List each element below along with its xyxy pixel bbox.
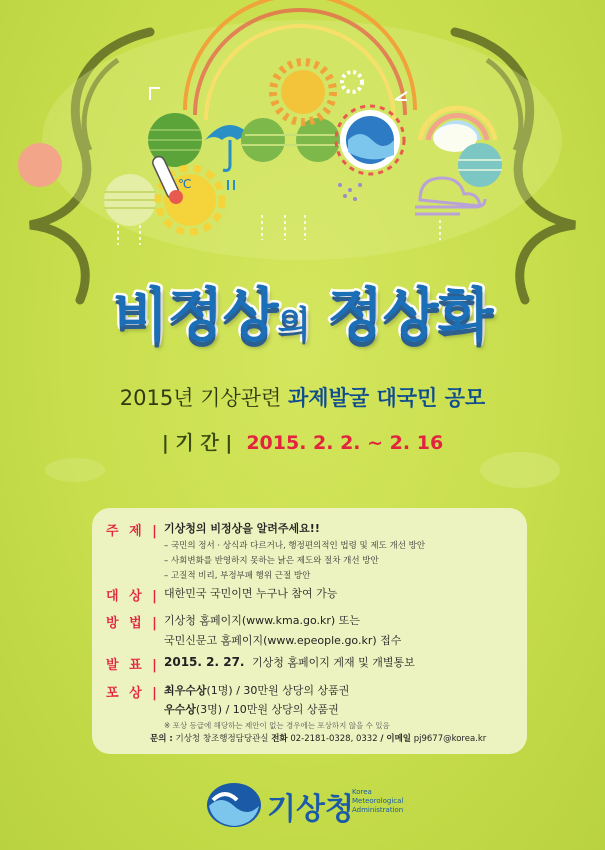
theme-bullet: – 고질적 비리, 부정부패 행위 근절 방안: [164, 571, 311, 581]
announce-label: 발 표 |: [106, 658, 160, 673]
logo-name: 기상청: [267, 792, 354, 827]
striped-circle-left: [104, 174, 156, 226]
theme-headline: 기상청의 비정상을 알려주세요!!: [164, 522, 320, 535]
prize-second-name: 우수상: [164, 703, 196, 716]
contact-phone: 02-2181-0328, 0332: [290, 734, 378, 744]
subtitle-plain: 2015년 기상관련: [119, 386, 289, 410]
target-text: 대한민국 국민이면 누구나 참여 가능: [164, 587, 338, 600]
title-connector: 의: [277, 304, 310, 344]
logo-english-name: [352, 788, 403, 815]
announce-date: 2015. 2. 27.: [164, 655, 245, 669]
method-line2: 국민신문고 홈페이지(www.epeople.go.kr) 접수: [164, 634, 402, 647]
prize-note: ※ 포상 등급에 해당하는 제안이 없는 경우에는 포상하지 않을 수 있음: [164, 721, 390, 730]
contact-line: [150, 732, 486, 744]
kma-logo-icon: [205, 780, 263, 830]
theme-label: 주 제 |: [106, 524, 160, 539]
main-title: [0, 268, 605, 364]
pink-circle-decoration: [18, 143, 62, 187]
period-label: | 기 간 |: [161, 432, 233, 454]
prize-first-name: 최우수상: [164, 684, 207, 697]
theme-bullet: – 사회변화를 반영하지 못하는 낡은 제도와 절차 개선 방안: [164, 556, 379, 566]
contact-label: 문의 :: [150, 734, 173, 744]
celsius-label: ℃: [178, 177, 192, 191]
contact-email: pj9677@korea.kr: [413, 734, 487, 744]
theme-bullet: – 국민의 정서 · 상식과 다르거나, 행정편의적인 법령 및 제도 개선 방안: [164, 541, 426, 551]
method-line1: 기상청 홈페이지(www.kma.go.kr) 또는: [164, 614, 360, 627]
target-label: 대 상 |: [106, 589, 160, 604]
contact-email-label: / 이메일: [380, 734, 412, 744]
kma-logo: [205, 780, 415, 830]
subtitle-highlight: 과제발굴 대국민 공모: [288, 386, 486, 410]
contact-phone-label: 전화: [271, 734, 288, 744]
prize-second-detail: (3명) / 10만원 상당의 상품권: [195, 703, 339, 716]
title-part2: 정상화: [327, 281, 493, 349]
info-box: [92, 508, 527, 754]
logo-en-line2: Meteorological: [352, 797, 404, 805]
logo-en-line1: Korea: [352, 788, 372, 796]
period: [0, 428, 605, 455]
logo-en-line3: Administration: [352, 806, 404, 814]
period-value: 2015. 2. 2. ~ 2. 16: [246, 432, 444, 454]
title-part1: 비정상: [112, 281, 278, 349]
prize-first-detail: (1명) / 30만원 상당의 상품권: [206, 684, 350, 697]
announce-text: 기상청 홈페이지 게재 및 개별통보: [251, 656, 415, 669]
prize-label: 포 상 |: [106, 686, 160, 701]
method-label: 방 법 |: [106, 616, 160, 631]
subtitle: [0, 382, 605, 412]
contact-office: 기상청 창조행정담당관실: [175, 734, 269, 744]
